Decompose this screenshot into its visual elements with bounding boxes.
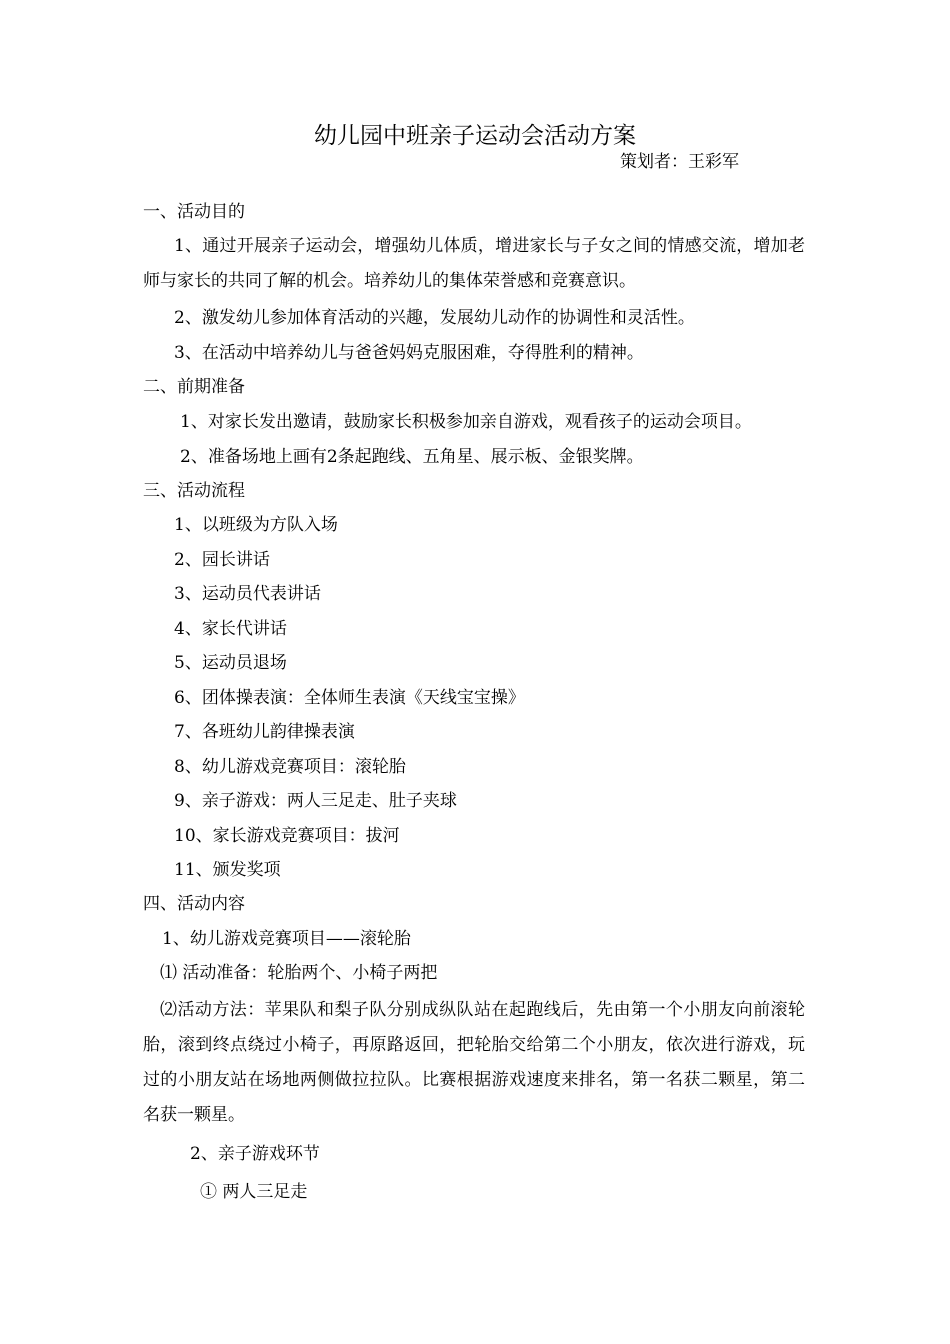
process-item-4: 4、家长代讲话: [174, 619, 287, 639]
process-item-2: 2、园长讲话: [174, 550, 270, 570]
process-item-11: 11、颁发奖项: [174, 860, 281, 880]
process-item-7: 7、各班幼儿韵律操表演: [174, 722, 355, 742]
process-item-8: 8、幼儿游戏竞赛项目：滚轮胎: [174, 757, 406, 777]
section-heading-purpose: 一、活动目的: [143, 202, 245, 222]
purpose-item-2: 2、激发幼儿参加体育活动的兴趣，发展幼儿动作的协调性和灵活性。: [174, 308, 695, 328]
purpose-item-3: 3、在活动中培养幼儿与爸爸妈妈克服困难，夺得胜利的精神。: [174, 343, 644, 363]
process-item-6: 6、团体操表演：全体师生表演《天线宝宝操》: [174, 688, 525, 708]
process-item-3: 3、运动员代表讲话: [174, 584, 321, 604]
document-title: 幼儿园中班亲子运动会活动方案: [314, 123, 636, 149]
content-sub2-item-1: ① 两人三足走: [200, 1182, 308, 1202]
process-item-1: 1、以班级为方队入场: [174, 515, 338, 535]
purpose-item-1: 1、通过开展亲子运动会，增强幼儿体质，增进家长与子女之间的情感交流，增加老师与家长的共同了解的机会。培养幼儿的集体荣誉感和竞赛意识。: [143, 236, 805, 291]
document-author: 策划者：王彩军: [620, 152, 739, 172]
process-item-10: 10、家长游戏竞赛项目：拔河: [174, 826, 400, 846]
content-sub2-heading: 2、亲子游戏环节: [190, 1144, 320, 1164]
section-heading-preparation: 二、前期准备: [143, 377, 245, 397]
content-sub1-method: ⑵活动方法：苹果队和梨子队分别成纵队站在起跑线后，先由第一个小朋友向前滚轮胎，滚到终点绕过小椅子，再原路返回，把轮胎交给第二个小朋友，依次进行游戏，玩过的小朋友站在场地两侧做拉拉队。比赛根据游戏速度来排名，第一名获二颗星，第二名获一颗星。: [143, 1000, 805, 1125]
content-sub1-preparation: ⑴ 活动准备：轮胎两个、小椅子两把: [160, 963, 438, 983]
preparation-item-2: 2、准备场地上画有2条起跑线、五角星、展示板、金银奖牌。: [180, 447, 644, 467]
section-heading-content: 四、活动内容: [143, 894, 245, 914]
preparation-item-1: 1、对家长发出邀请，鼓励家长积极参加亲自游戏，观看孩子的运动会项目。: [180, 412, 752, 432]
content-sub1-heading: 1、幼儿游戏竞赛项目——滚轮胎: [162, 929, 411, 949]
process-item-5: 5、运动员退场: [174, 653, 287, 673]
section-heading-process: 三、活动流程: [143, 481, 245, 501]
process-item-9: 9、亲子游戏：两人三足走、肚子夹球: [174, 791, 457, 811]
